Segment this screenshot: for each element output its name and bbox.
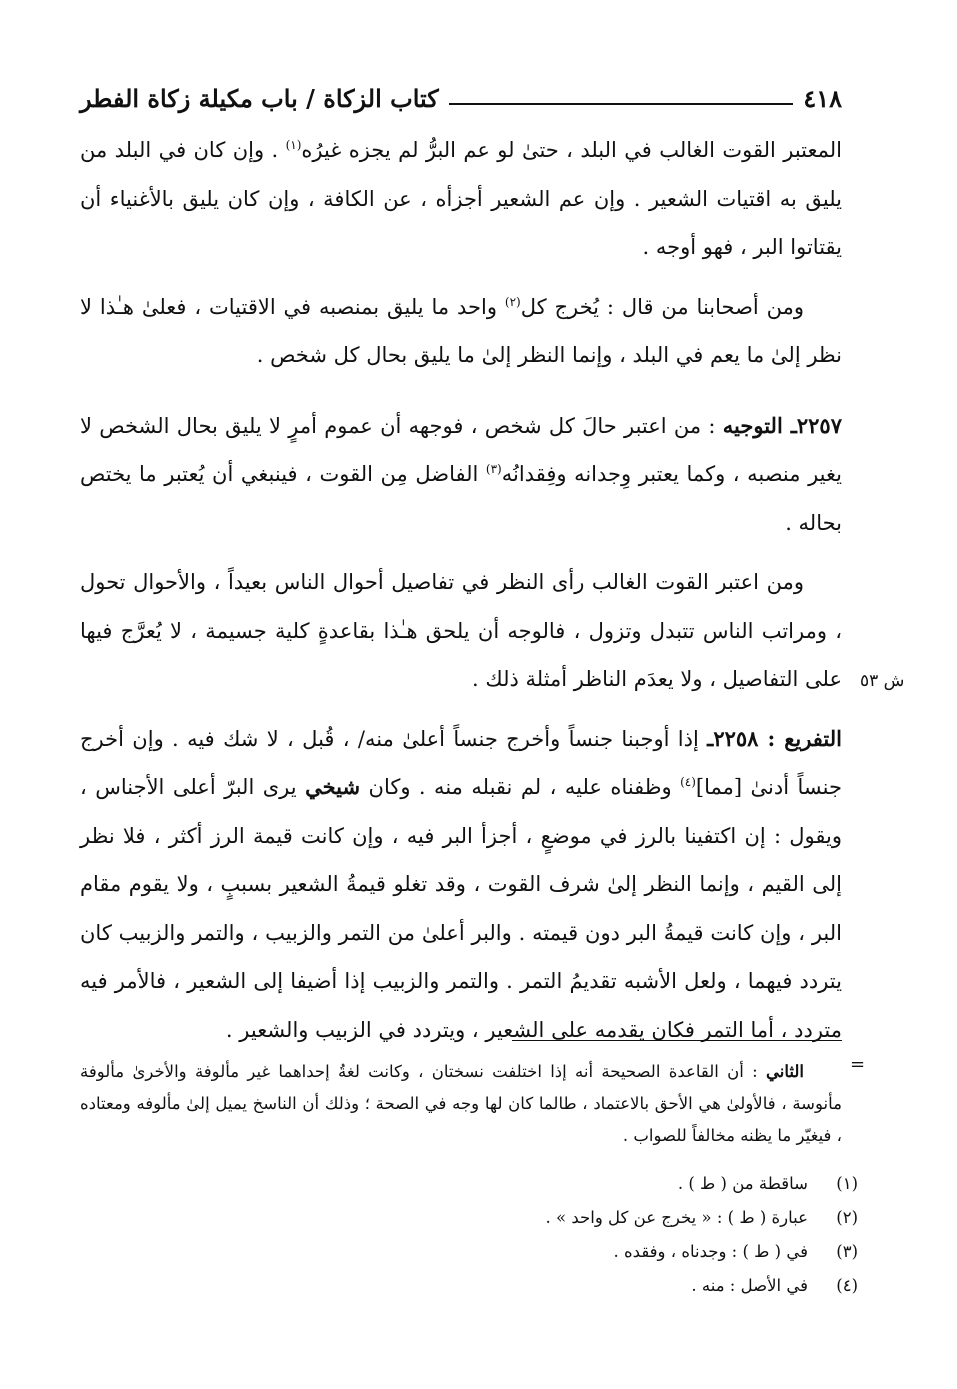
- paragraph-text: ومن اعتبر القوت الغالب رأى النظر في تفاصيل أحوال الناس بعيداً ، والأحوال تحول ، ومراتب الناس تتبدل وتزول ، فالوجه أن يلحق هـٰذا بقاعدةٍ كلية جسيمة ، لا يُعرَّج فيها على التفاصيل ، ولا يعدَم الناظر أمثلة ذلك .: [80, 570, 842, 691]
- paragraph-4: [80, 558, 842, 704]
- paragraph-2: [80, 283, 842, 380]
- footnote-text: في الأصل : منه .: [691, 1275, 808, 1295]
- paragraph-5: [80, 715, 842, 1055]
- footnote-text: عبارة ( ط ) : « يخرج عن كل واحد » .: [545, 1207, 808, 1227]
- footnote-number: (٢): [836, 1207, 858, 1227]
- continuation-mark: =: [850, 1054, 866, 1075]
- paragraph-text: . وإن كان في البلد من يليق به اقتيات الشعير . وإن عم الشعير أجزأه ، عن الكافة ، وإن كان يليق بالأغنياء أن يقتاتوا البر ، فهو أوجه .: [80, 138, 842, 259]
- section-label: التفريع: [784, 725, 842, 751]
- paragraph-text: وظفناه عليه ، لم نقبله منه . وكان: [360, 775, 681, 799]
- footnote-paragraph: [80, 1056, 842, 1152]
- footnote-item: [80, 1200, 858, 1234]
- footnote-number: (٣): [836, 1241, 858, 1261]
- footnote-text: ساقطة من ( ط ) .: [677, 1173, 808, 1193]
- paragraph-3: [80, 402, 842, 548]
- footnote-item: [80, 1268, 858, 1302]
- footnote-label: الثاني: [766, 1062, 804, 1081]
- margin-note: ش ٥٣: [860, 671, 905, 691]
- section-number: : ٢٢٥٨ـ: [707, 725, 785, 751]
- footnote-ref: (١): [285, 138, 302, 152]
- footnote-ref: (٤): [680, 775, 696, 789]
- page-header: [80, 78, 842, 118]
- footnote-text: : أن القاعدة الصحيحة أنه إذا اختلفت نسختان ، وكانت لغةُ إحداهما غير مألوفة والأخرىٰ مألوفة مأنوسة ، فالأولىٰ هي الأحق بالاعتماد ، طالما كان لها وجه في الصحة ؛ وذلك أن الناسخ يميل إلىٰ مألوفه ومعتاده ، فيغيّر ما يظنه مخالفاً للصواب .: [80, 1062, 842, 1145]
- footnote-item: [80, 1166, 858, 1200]
- page-number: ٤١٨: [803, 83, 842, 113]
- footnote-number: (١): [836, 1173, 858, 1193]
- running-title: كتاب الزكاة / باب مكيلة زكاة الفطر: [80, 83, 439, 113]
- paragraph-text: : من اعتبر حالَ كل شخص ، فوجهه أن عموم أمرٍ لا يليق بحال الشخص لا يغير منصبه ، وكما يعتبر وِجدانه وفِقدانُه: [80, 413, 842, 486]
- footnote-list: [80, 1166, 858, 1302]
- main-text: [80, 126, 842, 1054]
- footnote-continuation: [80, 1056, 842, 1152]
- section-number: ٢٢٥٧ـ: [790, 412, 842, 438]
- footnote-text: في ( ط ) : وجدناه ، وفقده .: [613, 1241, 808, 1261]
- paragraph-1: [80, 126, 842, 272]
- paragraph-text: إذا أوجبنا جنساً وأخرج جنساً أعلىٰ منه/ ، قُبل ، لا شك فيه . وإن أخرج جنساً أدنىٰ [مما]: [80, 726, 842, 799]
- paragraph-text: يرى البرّ أعلى الأجناس ، ويقول : إن اكتفينا بالرز في موضعٍ ، أجزأ البر فيه ، وإن كانت قيمة الرز أكثر ، فلا نظر إلى القيم ، وإنما النظر إلىٰ شرف القوت ، وقد تغلو قيمةُ الشعير بسببٍ ، ولا يقوم مقام البر ، وإن كانت قيمةُ البر دون قيمته . والبر أعلىٰ من التمر والزبيب ، والتمر والزبيب كان يتردد فيهما ، ولعل الأشبه تقديمُ التمر . والتمر والزبيب إذا أضيفا إلى الشعير ، فالأمر فيه متردد ، أما التمر فكان يقدمه على الشعير ، ويتردد في الزبيب والشعير .: [80, 775, 842, 1042]
- footnote-number: (٤): [836, 1275, 858, 1295]
- paragraph-text: واحد ما يليق بمنصبه في الاقتيات ، فعلىٰ هـٰذا لا نظر إلىٰ ما يعم في البلد ، وإنما النظر إلىٰ ما يليق بحال كل شخص .: [80, 294, 842, 367]
- paragraph-text: المعتبر القوت الغالب في البلد ، حتىٰ لو عم البرُّ لم يجزه غيرُه: [301, 138, 843, 162]
- name-highlight: شيخي: [305, 774, 361, 799]
- paragraph-text: ومن أصحابنا من قال : يُخرج كل: [520, 294, 804, 319]
- paragraph-text: الفاضل مِن القوت ، فينبغي أن يُعتبر ما يختص بحاله .: [80, 462, 842, 535]
- footnote-rule: [512, 1040, 842, 1041]
- footnote-ref: (٣): [485, 462, 502, 476]
- footnote-item: [80, 1234, 858, 1268]
- footnote-ref: (٢): [504, 294, 521, 309]
- section-label: التوجيه: [722, 412, 791, 438]
- header-rule: [449, 103, 794, 105]
